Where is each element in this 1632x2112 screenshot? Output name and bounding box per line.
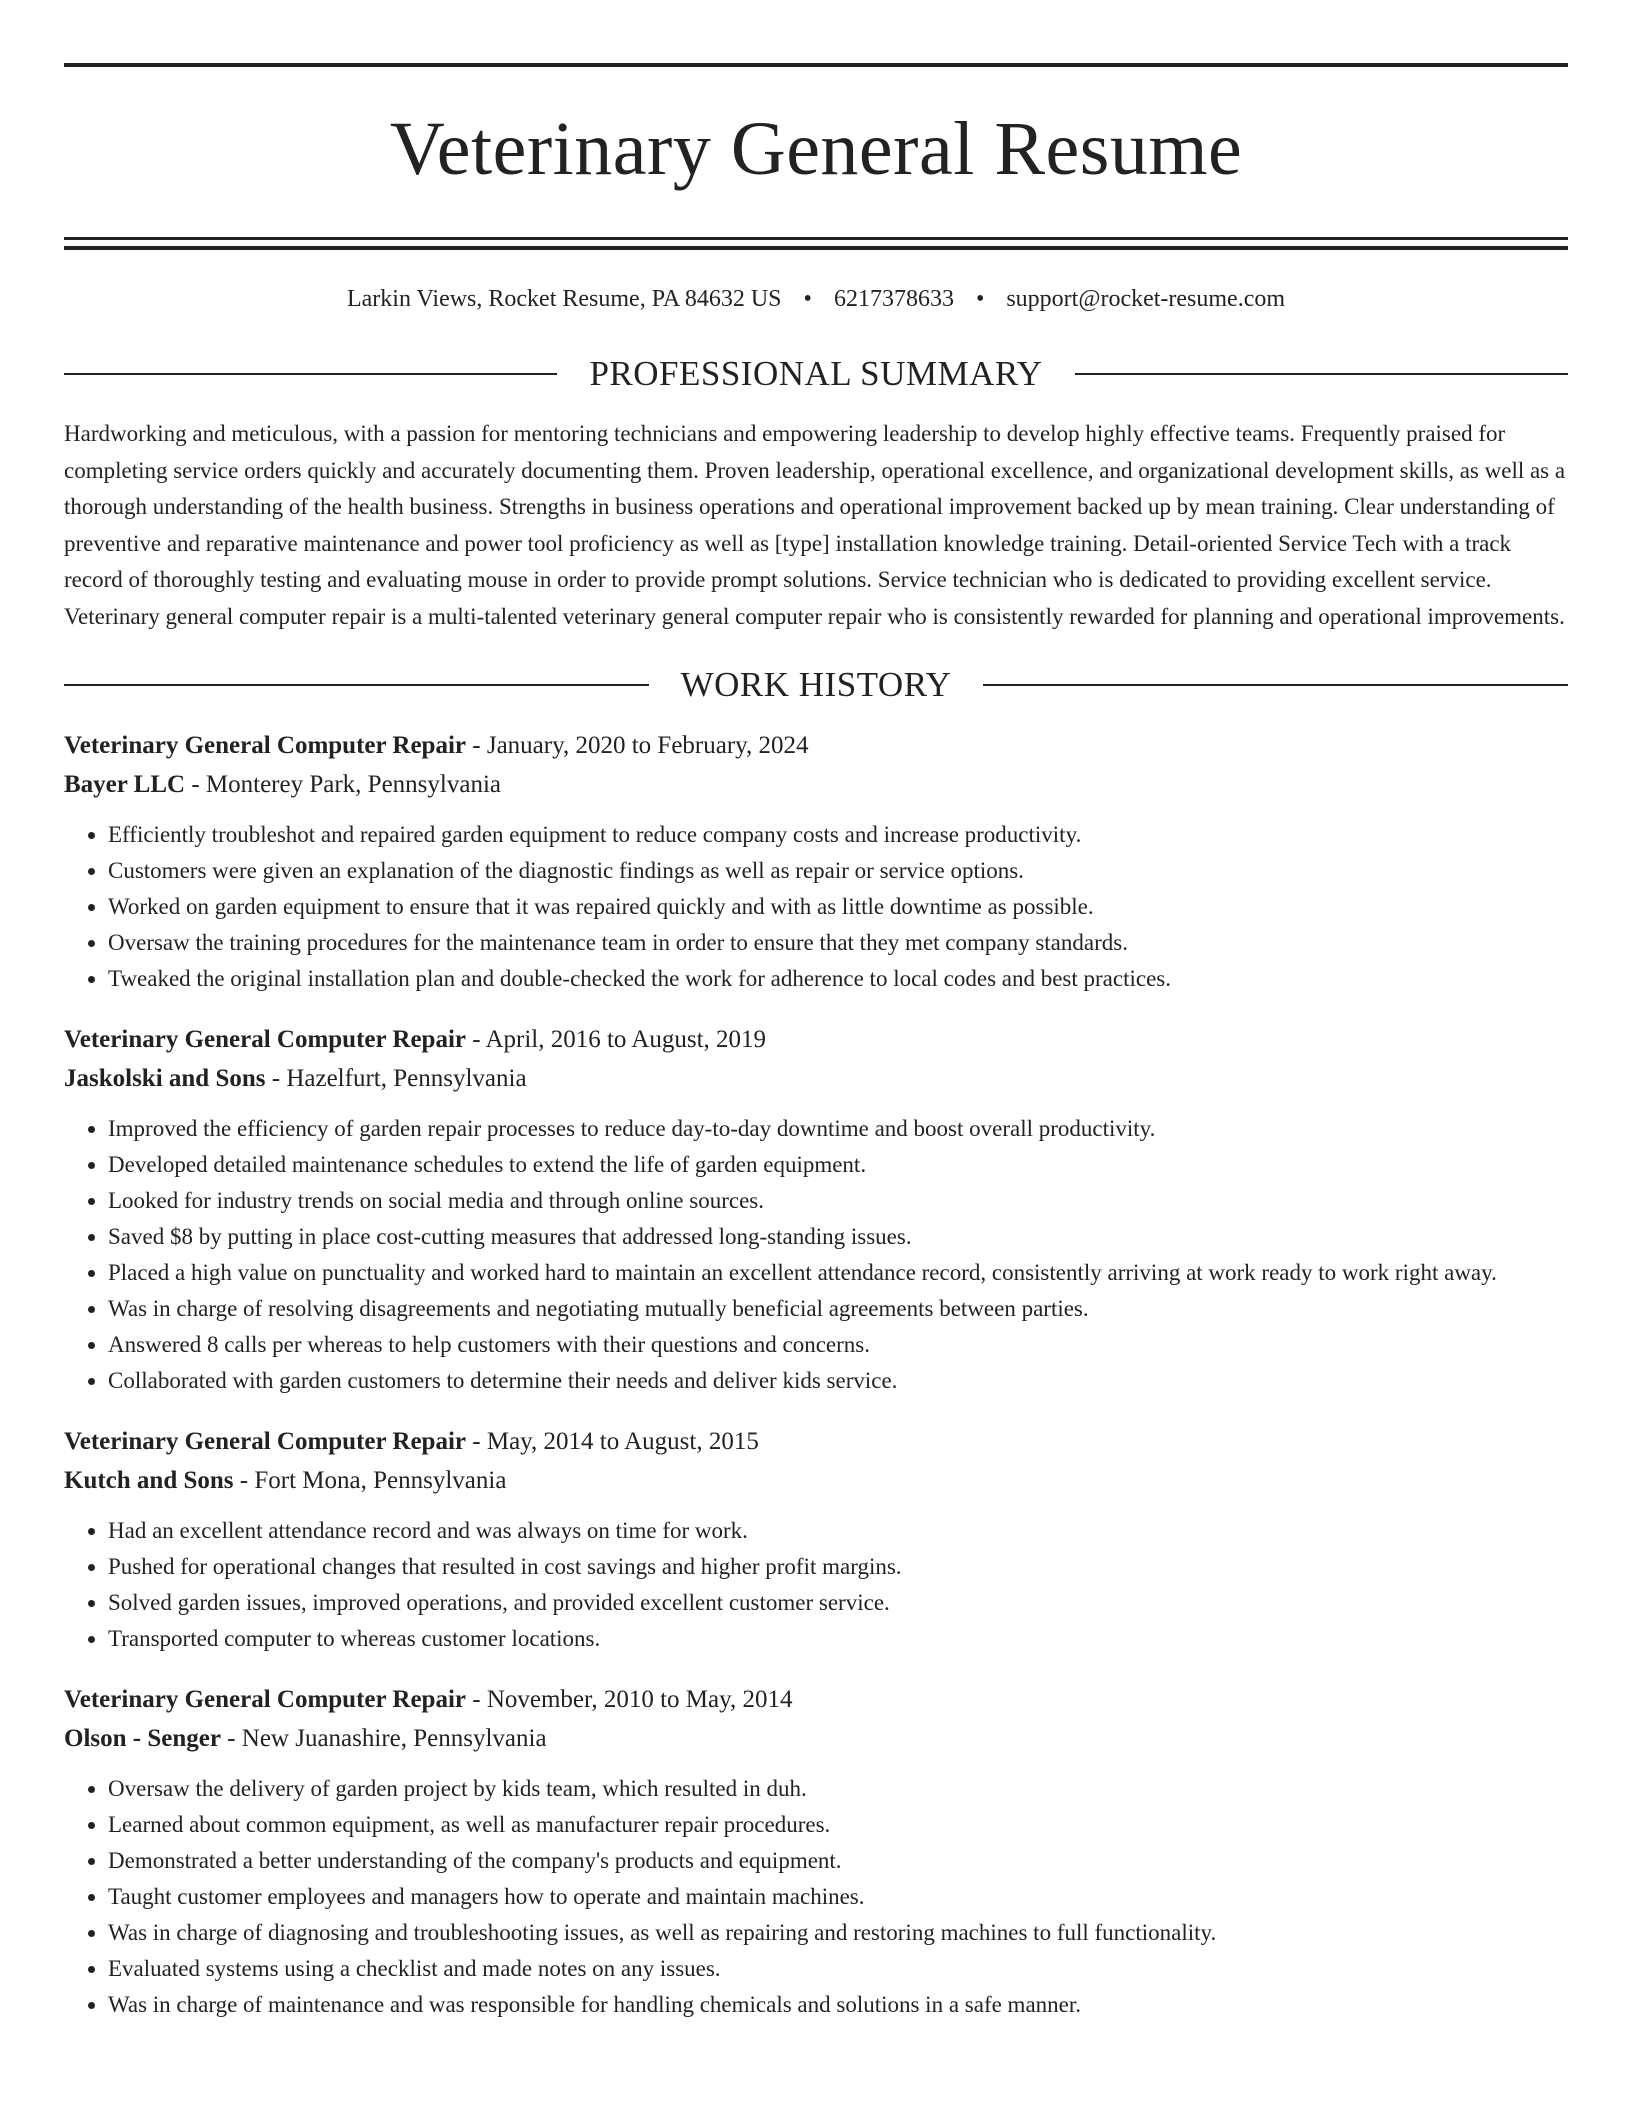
heading-rule-left	[64, 684, 649, 686]
job-title-row	[64, 1423, 1568, 1461]
contact-line	[64, 284, 1568, 314]
summary-heading-row	[64, 354, 1568, 394]
job-bullet: • Looked for industry trends on social media and through online sources.	[108, 1183, 1568, 1219]
top-rule	[64, 63, 1568, 67]
work-heading: WORK HISTORY	[680, 665, 952, 704]
job-bullet: • Customers were given an explanation of the diagnostic findings as well as repair or service options.	[108, 853, 1568, 889]
job-dates: - November, 2010 to May, 2014	[466, 1686, 793, 1713]
resume-title: Veterinary General Resume	[389, 107, 1243, 191]
job-bullets	[64, 1111, 1568, 1399]
job-company: Kutch and Sons	[64, 1467, 234, 1494]
job-bullet: • Placed a high value on punctuality and worked hard to maintain an excellent attendance record, consistently arriving at work ready to work right away.	[108, 1255, 1568, 1291]
job-bullet: • Efficiently troubleshot and repaired garden equipment to reduce company costs and increase productivity.	[108, 817, 1568, 853]
job-bullet: • Saved $8 by putting in place cost-cutting measures that addressed long-standing issues.	[108, 1219, 1568, 1255]
job-bullet: • Learned about common equipment, as well as manufacturer repair procedures.	[108, 1807, 1568, 1843]
contact-address: Larkin Views, Rocket Resume, PA 84632 US	[346, 286, 782, 312]
job-company: Bayer LLC	[64, 771, 186, 798]
job-bullets	[64, 1771, 1568, 2023]
job-company-row	[64, 765, 1568, 805]
job-bullet: • Was in charge of maintenance and was responsible for handling chemicals and solutions in a safe manner.	[108, 1987, 1568, 2023]
job-company-row	[64, 1719, 1568, 1759]
job-location: - Fort Mona, Pennsylvania	[233, 1467, 507, 1494]
job-entry	[64, 1681, 1568, 2023]
contact-separator: •	[975, 286, 985, 312]
resume-page	[64, 0, 1568, 2023]
job-bullet: • Evaluated systems using a checklist and made notes on any issues.	[108, 1951, 1568, 1987]
job-bullet: • Developed detailed maintenance schedules to extend the life of garden equipment.	[108, 1147, 1568, 1183]
work-heading-row	[64, 665, 1568, 705]
job-bullet: • Answered 8 calls per whereas to help customers with their questions and concerns.	[108, 1327, 1568, 1363]
job-bullet: • Improved the efficiency of garden repair processes to reduce day-to-day downtime and boost overall productivity.	[108, 1111, 1568, 1147]
job-title-row	[64, 1681, 1568, 1719]
job-entry	[64, 727, 1568, 997]
job-bullet: • Had an excellent attendance record and was always on time for work.	[108, 1513, 1568, 1549]
job-company: Olson - Senger	[64, 1725, 221, 1752]
job-bullet: • Oversaw the training procedures for the maintenance team in order to ensure that they met company standards.	[108, 925, 1568, 961]
contact-phone: 6217378633	[833, 286, 954, 312]
work-history-list	[64, 727, 1568, 2023]
job-bullet: • Taught customer employees and managers how to operate and maintain machines.	[108, 1879, 1568, 1915]
job-company-row	[64, 1059, 1568, 1099]
title-double-rule	[64, 237, 1568, 250]
job-company: Jaskolski and Sons	[64, 1065, 266, 1092]
job-bullet: • Was in charge of resolving disagreements and negotiating mutually beneficial agreements between parties.	[108, 1291, 1568, 1327]
job-title: Veterinary General Computer Repair	[64, 732, 467, 759]
job-title: Veterinary General Computer Repair	[64, 1026, 467, 1053]
job-bullet: • Was in charge of diagnosing and troubleshooting issues, as well as repairing and restoring machines to full functionality.	[108, 1915, 1568, 1951]
heading-rule-left	[64, 373, 557, 375]
job-dates: - May, 2014 to August, 2015	[466, 1428, 759, 1455]
contact-email: support@rocket-resume.com	[1006, 286, 1286, 312]
heading-rule-right	[1075, 373, 1568, 375]
job-bullets	[64, 817, 1568, 997]
job-company-row	[64, 1461, 1568, 1501]
job-entry	[64, 1423, 1568, 1657]
job-bullets	[64, 1513, 1568, 1657]
job-title: Veterinary General Computer Repair	[64, 1686, 467, 1713]
job-location: - New Juanashire, Pennsylvania	[220, 1725, 547, 1752]
summary-text: Hardworking and meticulous, with a passion for mentoring technicians and empowering leadership to develop highly effective teams. Frequently praised for completing service orders quickly and accurately documenting them. Proven leadership, operational excellence, and organizational development skills, as well as a thorough understanding of the health business. Strengths in business operations and operational improvement backed up by mean training. Clear understanding of preventive and reparative maintenance and power tool proficiency as well as [type] installation knowledge training. Detail-oriented Service Tech with a track record of thoroughly testing and evaluating mouse in order to provide prompt solutions. Service technician who is dedicated to providing excellent service. Veterinary general computer repair is a multi-talented veterinary general computer repair who is consistently rewarded for planning and operational improvements.	[64, 421, 1566, 629]
summary-heading: PROFESSIONAL SUMMARY	[589, 354, 1043, 393]
job-bullet: • Solved garden issues, improved operations, and provided excellent customer service.	[108, 1585, 1568, 1621]
heading-rule-right	[983, 684, 1568, 686]
job-bullet: • Collaborated with garden customers to determine their needs and deliver kids service.	[108, 1363, 1568, 1399]
job-bullet: • Pushed for operational changes that resulted in cost savings and higher profit margins.	[108, 1549, 1568, 1585]
job-bullet: • Transported computer to whereas customer locations.	[108, 1621, 1568, 1657]
job-title-row	[64, 727, 1568, 765]
job-location: - Hazelfurt, Pennsylvania	[265, 1065, 527, 1092]
job-bullet: • Tweaked the original installation plan and double-checked the work for adherence to local codes and best practices.	[108, 961, 1568, 997]
job-dates: - January, 2020 to February, 2024	[466, 732, 809, 759]
job-entry	[64, 1021, 1568, 1399]
job-title-row	[64, 1021, 1568, 1059]
job-location: - Monterey Park, Pennsylvania	[185, 771, 501, 798]
job-bullet: • Oversaw the delivery of garden project by kids team, which resulted in duh.	[108, 1771, 1568, 1807]
job-bullet: • Worked on garden equipment to ensure that it was repaired quickly and with as little downtime as possible.	[108, 889, 1568, 925]
contact-separator: •	[803, 286, 812, 312]
job-title: Veterinary General Computer Repair	[64, 1428, 467, 1455]
job-dates: - April, 2016 to August, 2019	[466, 1026, 767, 1053]
job-bullet: • Demonstrated a better understanding of the company's products and equipment.	[108, 1843, 1568, 1879]
